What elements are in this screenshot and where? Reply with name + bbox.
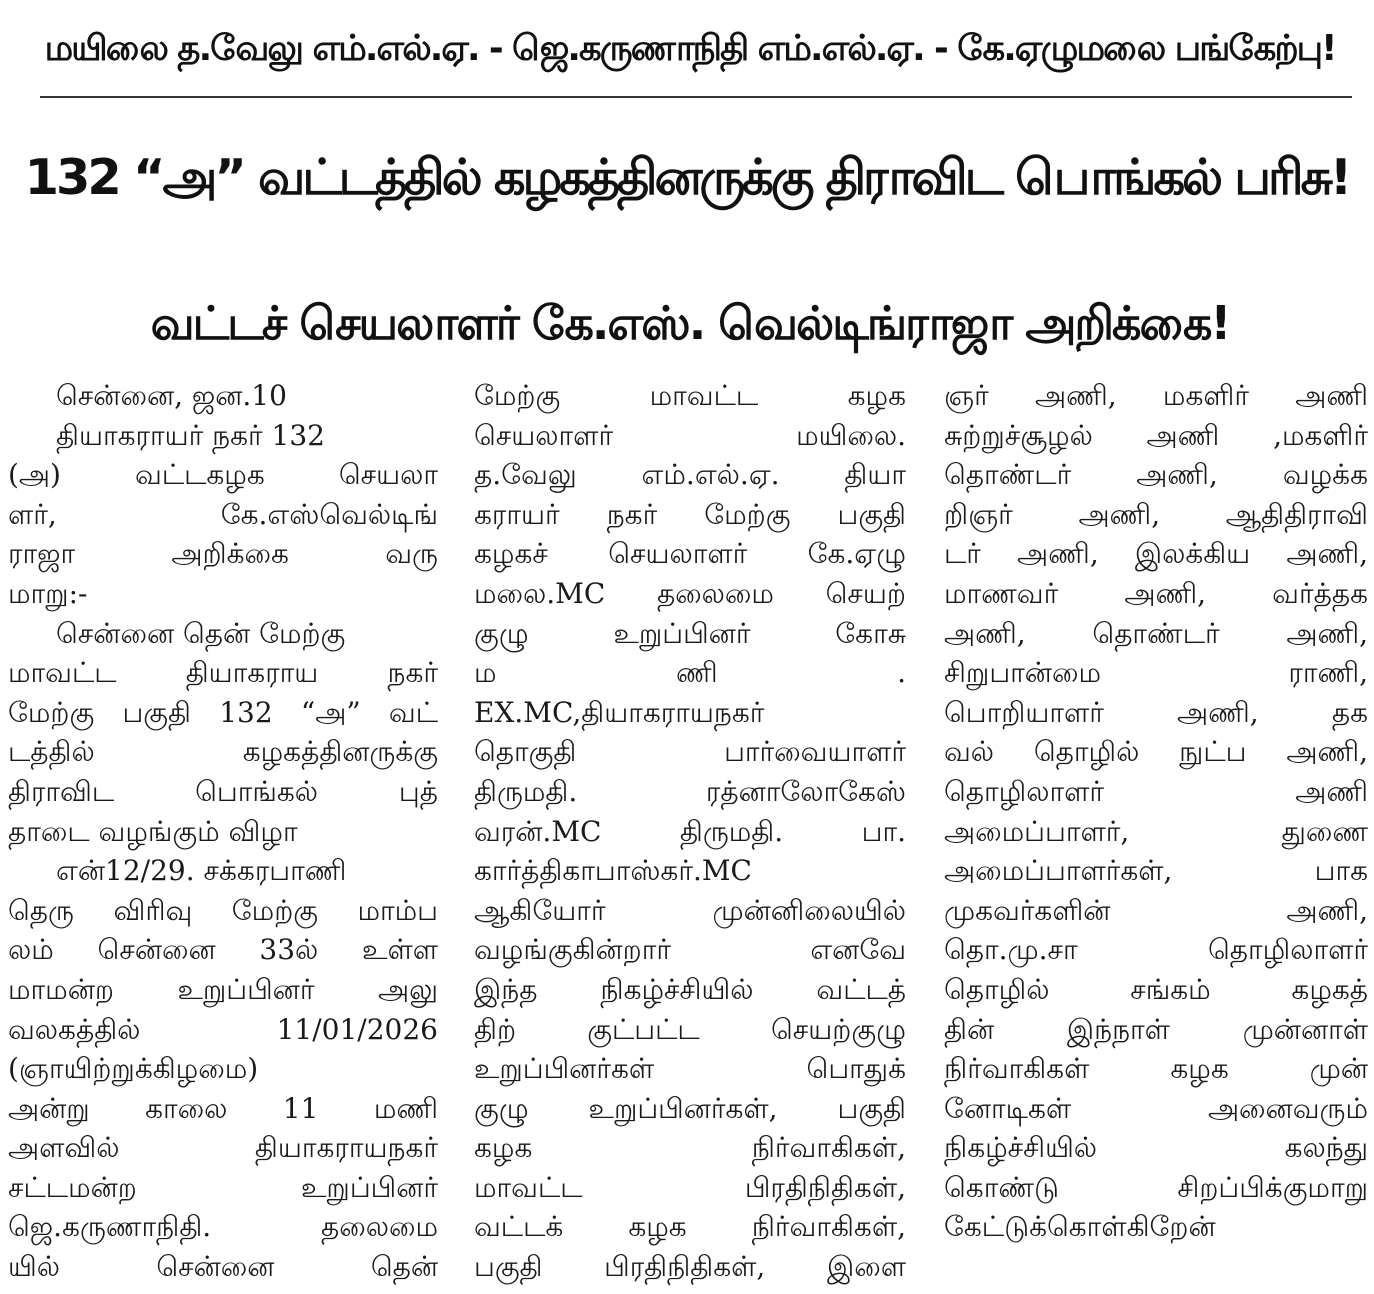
column-line: குழு உறுப்பினர்கள், பகுதி bbox=[474, 1091, 906, 1125]
column-line: அமைப்பாளர்கள், பாக bbox=[944, 854, 1368, 888]
column-line: றிஞர் அணி, ஆதிதிராவி bbox=[944, 497, 1368, 531]
column-line: இந்த நிகழ்ச்சியில் வட்டத் bbox=[474, 972, 906, 1006]
column-line: செயலாளர் மயிலை. bbox=[474, 418, 906, 452]
column-line: ம ணி . bbox=[474, 656, 906, 690]
column-line: டத்தில் கழகத்தினருக்கு bbox=[8, 735, 438, 769]
column-line: மாவட்ட தியாகராய நகர் bbox=[8, 656, 438, 690]
column-line: EX.MC,தியாகராயநகர் bbox=[474, 695, 765, 729]
column-line: வட்டக் கழக நிர்வாகிகள், bbox=[474, 1210, 906, 1244]
column-line: மலை.MC தலைமை செயற் bbox=[474, 576, 906, 610]
column-line: திருமதி. ரத்னாலோகேஸ் bbox=[474, 774, 906, 808]
column-line: சட்டமன்ற உறுப்பினர் bbox=[8, 1170, 438, 1204]
column-line: (ஞாயிற்றுக்கிழமை) bbox=[8, 1052, 259, 1086]
column-line: மேற்கு மாவட்ட கழக bbox=[474, 379, 906, 412]
column-line: ராஜா அறிக்கை வரு bbox=[8, 537, 438, 571]
column-line: மாணவர் அணி, வர்த்தக bbox=[944, 576, 1368, 610]
column-line: யில் சென்னை தென் bbox=[8, 1250, 438, 1284]
article-column-3 bbox=[944, 376, 1368, 1292]
column-line: வரன்.MC திருமதி. பா. bbox=[474, 814, 906, 848]
headline: 132 “அ” வட்டத்தில் கழகத்தினருக்கு திராவிட பொங்கல் பரிசு! bbox=[24, 148, 1350, 206]
column-line: ளர், கே.எஸ்வெல்டிங் bbox=[8, 497, 438, 531]
column-line: தாடை வழங்கும் விழா bbox=[8, 814, 298, 848]
article-column-1 bbox=[8, 376, 438, 1292]
column-line: அணி, தொண்டர் அணி, bbox=[944, 616, 1368, 650]
column-line: சுற்றுச்சூழல் அணி ,மகளிர் bbox=[944, 418, 1368, 452]
column-line: திராவிட பொங்கல் புத் bbox=[8, 774, 438, 808]
column-line: நிர்வாகிகள் கழக முன் bbox=[944, 1052, 1368, 1086]
column-line: வழங்குகின்றார் எனவே bbox=[474, 933, 906, 967]
column-line: பொறியாளர் அணி, தக bbox=[944, 695, 1368, 729]
column-line: மாறு:- bbox=[8, 576, 88, 610]
column-line: நிகழ்ச்சியில் கலந்து bbox=[944, 1131, 1368, 1165]
column-line: னோடிகள் அனைவரும் bbox=[944, 1091, 1368, 1125]
column-line: ஞர் அணி, மகளிர் அணி bbox=[944, 379, 1368, 412]
column-line: மாவட்ட பிரதிநிதிகள், bbox=[474, 1170, 906, 1204]
column-line: பகுதி பிரதிநிதிகள், இளை bbox=[474, 1250, 906, 1284]
column-line: ஜெ.கருணாநிதி. தலைமை bbox=[8, 1210, 438, 1244]
column-line: தொகுதி பார்வையாளர் bbox=[474, 735, 906, 769]
column-line: திற் குட்பட்ட செயற்குழு bbox=[474, 1012, 906, 1046]
column-line: தியாகராயர் நகர் 132 bbox=[56, 418, 325, 452]
column-line: என்12/29. சக்கரபாணி bbox=[56, 854, 347, 888]
article-column-2 bbox=[474, 376, 906, 1292]
column-line: சென்னை, ஜன.10 bbox=[56, 379, 287, 412]
column-line: கொண்டு சிறப்பிக்குமாறு bbox=[944, 1170, 1368, 1204]
column-line: கராயர் நகர் மேற்கு பகுதி bbox=[474, 497, 906, 531]
column-line: தெரு விரிவு மேற்கு மாம்ப bbox=[8, 893, 438, 927]
column-line: குழு உறுப்பினர் கோசு bbox=[474, 616, 906, 650]
column-line: சிறுபான்மை ராணி, bbox=[944, 656, 1368, 690]
column-line: அளவில் தியாகராயநகர் bbox=[8, 1131, 438, 1165]
column-line: கார்த்திகாபாஸ்கர்.MC bbox=[474, 854, 752, 888]
column-line: லம் சென்னை 33ல் உள்ள bbox=[8, 933, 438, 967]
kicker-line: மயிலை த.வேலு எம்.எல்.ஏ. - ஜெ.கருணாநிதி எம்.எல்.ஏ. - கே.ஏழுமலை பங்கேற்பு! bbox=[44, 28, 1336, 69]
column-line: சென்னை தென் மேற்கு bbox=[56, 616, 346, 650]
column-line: கழகச் செயலாளர் கே.ஏழு bbox=[474, 537, 906, 571]
column-line: அன்று காலை 11 மணி bbox=[8, 1091, 438, 1125]
column-line: த.வேலு எம்.எல்.ஏ. தியா bbox=[474, 458, 906, 492]
column-line: வல் தொழில் நுட்ப அணி, bbox=[944, 735, 1368, 769]
column-line: தின் இந்நாள் முன்னாள் bbox=[944, 1012, 1368, 1046]
column-line: மேற்கு பகுதி 132 “அ” வட் bbox=[8, 695, 438, 729]
column-line: கேட்டுக்கொள்கிறேன் bbox=[944, 1210, 1216, 1244]
column-line: ஆகியோர் முன்னிலையில் bbox=[474, 893, 906, 927]
subheadline: வட்டச் செயலாளர் கே.எஸ். வெல்டிங்ராஜா அறிக்கை! bbox=[150, 296, 1230, 350]
column-line: அமைப்பாளர், துணை bbox=[944, 814, 1368, 848]
column-line: தொ.மு.சா தொழிலாளர் bbox=[944, 933, 1368, 967]
column-line: வலகத்தில் 11/01/2026 bbox=[8, 1012, 438, 1046]
divider-rule bbox=[40, 96, 1352, 98]
column-line: உறுப்பினர்கள் பொதுக் bbox=[474, 1052, 906, 1086]
column-line: தொழிலாளர் அணி bbox=[944, 774, 1368, 808]
column-line: மாமன்ற உறுப்பினர் அலு bbox=[8, 972, 438, 1006]
column-line: கழக நிர்வாகிகள், bbox=[474, 1131, 906, 1165]
column-line: (அ) வட்டகழக செயலா bbox=[8, 458, 438, 492]
column-line: தொழில் சங்கம் கழகத் bbox=[944, 972, 1368, 1006]
column-line: முகவர்களின் அணி, bbox=[944, 893, 1368, 927]
column-line: டர் அணி, இலக்கிய அணி, bbox=[944, 537, 1368, 571]
column-line: தொண்டர் அணி, வழக்க bbox=[944, 458, 1368, 492]
